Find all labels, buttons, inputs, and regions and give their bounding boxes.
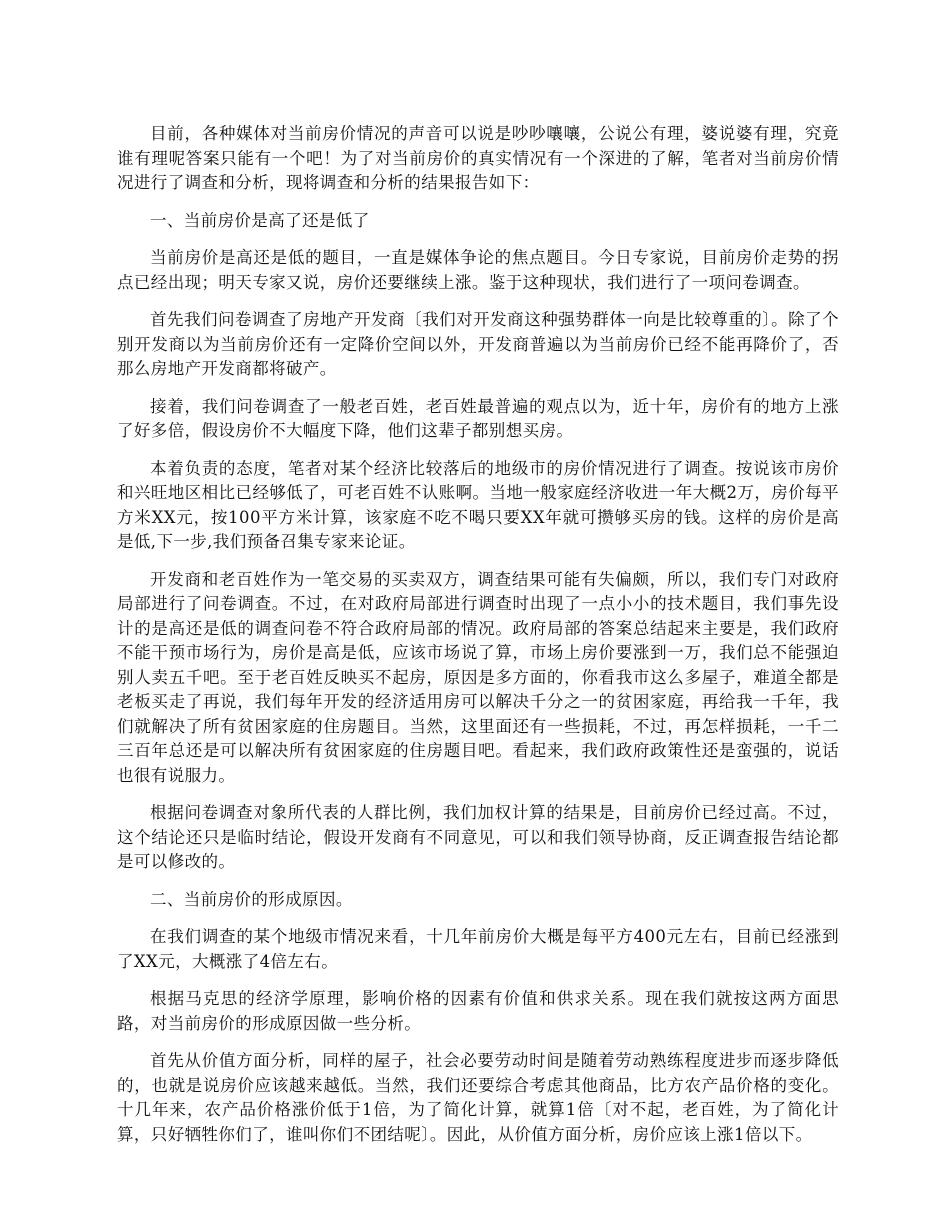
paragraph: 首先从价值方面分析，同样的屋子，社会必要劳动时间是随着劳动熟练程度进步而逐步降低的，也就是说房价应该越来越低。当然，我们还要综合考虑其他商品，比方农产品价格的变化。十几年来，农产品价格涨价低于1倍，为了简化计算，就算1倍〔对不起，老百姓，为了简化计算，只好牺牲你们了，谁叫你们不团结呢〕。因此，从价值方面分析，房价应该上涨1倍以下。 bbox=[117, 1051, 839, 1144]
paragraph: 在我们调查的某个地级市情况来看，十几年前房价大概是每平方400元左右，目前已经涨到了XX元，大概涨了4倍左右。 bbox=[117, 927, 839, 971]
paragraph: 根据问卷调查对象所代表的人群比例，我们加权计算的结果是，目前房价已经过高。不过，这个结论还只是临时结论，假设开发商有不同意见，可以和我们领导协商，反正调查报告结论都是可以修改的。 bbox=[117, 803, 839, 871]
section-heading-1: 一、当前房价是高了还是低了 bbox=[150, 210, 370, 230]
paragraph: 开发商和老百姓作为一笔交易的买卖双方，调查结果可能有失偏颇，所以，我们专门对政府局部进行了问卷调查。不过，在对政府局部进行调查时出现了一点小小的技术题目，我们事先设计的是高还是低的调查问卷不符合政府局部的情况。政府局部的答案总结起来主要是，我们政府不能干预市场行为，房价是高是低，应该市场说了算，市场上房价要涨到一万，我们总不能强迫别人卖五千吧。至于老百姓反映买不起房，原因是多方面的，你看我市这么多屋子，难道全都是老板买走了再说，我们每年开发的经济适用房可以解决千分之一的贫困家庭，再给我一千年，我们就解决了所有贫困家庭的住房题目。当然，这里面还有一些损耗，不过，再怎样损耗，一千二三百年总还是可以解决所有贫困家庭的住房题目吧。看起来，我们政府政策性还是蛮强的，说话也很有说服力。 bbox=[117, 569, 839, 785]
paragraph: 首先我们问卷调查了房地产开发商〔我们对开发商这种强势群体一向是比较尊重的〕。除了个别开发商以为当前房价还有一定降价空间以外，开发商普遍以为当前房价已经不能再降价了，否那么房地产开发商都将破产。 bbox=[117, 310, 839, 378]
paragraph: 当前房价是高还是低的题目，一直是媒体争论的焦点题目。今日专家说，目前房价走势的拐点已经出现；明天专家又说，房价还要继续上涨。鉴于这种现状，我们进行了一项问卷调查。 bbox=[117, 248, 839, 292]
paragraph: 接着，我们问卷调查了一般老百姓，老百姓最普遍的观点以为，近十年，房价有的地方上涨了好多倍，假设房价不大幅度下降，他们这辈子都别想买房。 bbox=[117, 396, 839, 440]
paragraph: 本着负责的态度，笔者对某个经济比较落后的地级市的房价情况进行了调查。按说该市房价和兴旺地区相比已经够低了，可老百姓不认账啊。当地一般家庭经济收进一年大概2万，房价每平方米XX元，按100平方米计算，该家庭不吃不喝只要XX年就可攒够买房的钱。这样的房价是高是低,下一步,我们预备召集专家来论证。 bbox=[117, 458, 839, 551]
paragraph: 根据马克思的经济学原理，影响价格的因素有价值和供求关系。现在我们就按这两方面思路，对当前房价的形成原因做一些分析。 bbox=[117, 989, 839, 1033]
section-heading-2: 二、当前房价的形成原因。 bbox=[150, 889, 353, 909]
intro-paragraph: 目前，各种媒体对当前房价情况的声音可以说是吵吵嚷嚷，公说公有理，婆说婆有理，究竟谁有理呢答案只能有一个吧！为了对当前房价的真实情况有一个深进的了解，笔者对当前房价情况进行了调查和分析，现将调查和分析的结果报告如下： bbox=[117, 124, 839, 192]
document-page bbox=[117, 122, 839, 1160]
